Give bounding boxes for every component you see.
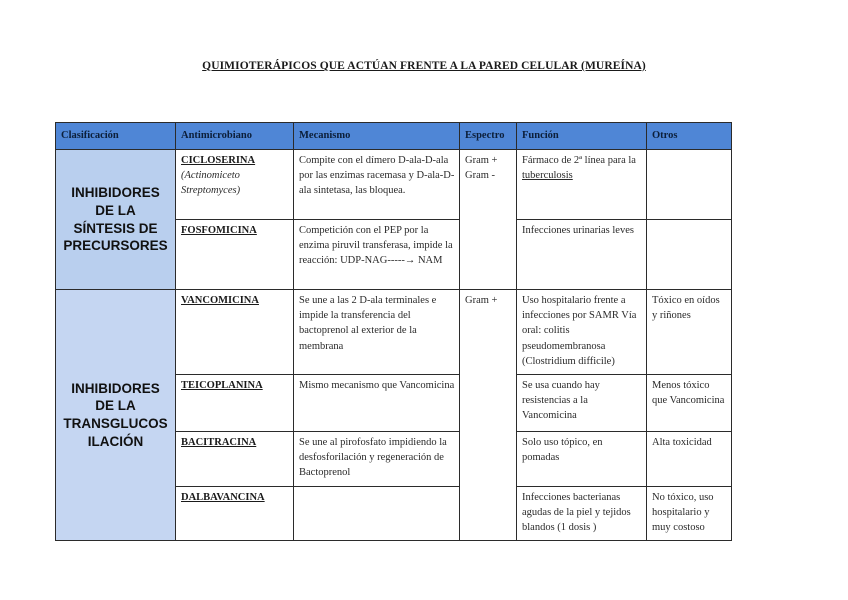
drug-name: CICLOSERINA: [181, 155, 256, 166]
otros-cell: No tóxico, uso hospitalario y muy costoso: [647, 487, 732, 541]
drug-name: DALBAVANCINA: [181, 492, 265, 503]
otros-cell: Tóxico en oídos y riñones: [647, 290, 732, 375]
mecanismo-cell: Mismo mecanismo que Vancomicina: [294, 375, 460, 432]
header-espectro: Espectro: [460, 123, 517, 150]
funcion-text: Fármaco de 2ª línea para la: [522, 155, 636, 166]
drug-name: FOSFOMICINA: [181, 225, 257, 236]
mecanismo-cell: Se une a las 2 D-ala terminales e impide la transferencia del bactoprenol al exterior de la membrana: [294, 290, 460, 375]
header-clasificacion: Clasificación: [56, 123, 176, 150]
drug-name: TEICOPLANINA: [181, 380, 263, 391]
funcion-cell: Infecciones urinarias leves: [517, 220, 647, 290]
document-title: QUIMIOTERÁPICOS QUE ACTÚAN FRENTE A LA PARED CELULAR (MUREÍNA): [202, 60, 646, 72]
funcion-cell: Solo uso tópico, en pomadas: [517, 432, 647, 487]
funcion-link-tuberculosis[interactable]: tuberculosis: [522, 170, 573, 182]
drug-source: (Actinomiceto Streptomyces): [181, 170, 241, 197]
antimicrobiano-cell: [176, 375, 294, 432]
antimicrobiano-cell: [176, 487, 294, 541]
funcion-cell: Se usa cuando hay resistencias a la Vancomicina: [517, 375, 647, 432]
antimicrobiano-cell: [176, 150, 294, 220]
funcion-cell: Uso hospitalario frente a infecciones por SAMR Vía oral: colitis pseudomembranosa (Clostridium difficile): [517, 290, 647, 375]
mecanismo-cell: Competición con el PEP por la enzima piruvil transferasa, impide la reacción: UDP-NAG-----→ NAM: [294, 220, 460, 290]
espectro-cell: Gram +: [460, 290, 517, 541]
header-mecanismo: Mecanismo: [294, 123, 460, 150]
mecanismo-cell: [294, 487, 460, 541]
table-row-vancomicina: [56, 290, 732, 375]
antibiotics-table: [55, 122, 732, 541]
header-otros: Otros: [647, 123, 732, 150]
antimicrobiano-cell: [176, 290, 294, 375]
antimicrobiano-cell: [176, 220, 294, 290]
funcion-cell: Infecciones bacterianas agudas de la piel y tejidos blandos (1 dosis ): [517, 487, 647, 541]
category-cell-sintesis-precursores: INHIBIDORES DE LA SÍNTESIS DE PRECURSORES: [56, 150, 176, 290]
otros-cell: Alta toxicidad: [647, 432, 732, 487]
category-cell-transglucosilacion: INHIBIDORES DE LA TRANSGLUCOS ILACIÓN: [56, 290, 176, 541]
header-antimicrobiano: Antimicrobiano: [176, 123, 294, 150]
drug-name: VANCOMICINA: [181, 295, 259, 306]
mecanismo-cell: Se une al pirofosfato impidiendo la desfosforilación y regeneración de Bactoprenol: [294, 432, 460, 487]
mecanismo-cell: Compite con el dímero D-ala-D-ala por las enzimas racemasa y D-ala-D-ala sintetasa, las bloquea.: [294, 150, 460, 220]
funcion-cell: [517, 150, 647, 220]
espectro-cell: Gram + Gram -: [460, 150, 517, 290]
table-header-row: [56, 123, 732, 150]
otros-cell: Menos tóxico que Vancomicina: [647, 375, 732, 432]
table-row-cicloserina: [56, 150, 732, 220]
antimicrobiano-cell: [176, 432, 294, 487]
otros-cell: [647, 220, 732, 290]
drug-name: BACITRACINA: [181, 437, 257, 448]
header-funcion: Función: [517, 123, 647, 150]
otros-cell: [647, 150, 732, 220]
